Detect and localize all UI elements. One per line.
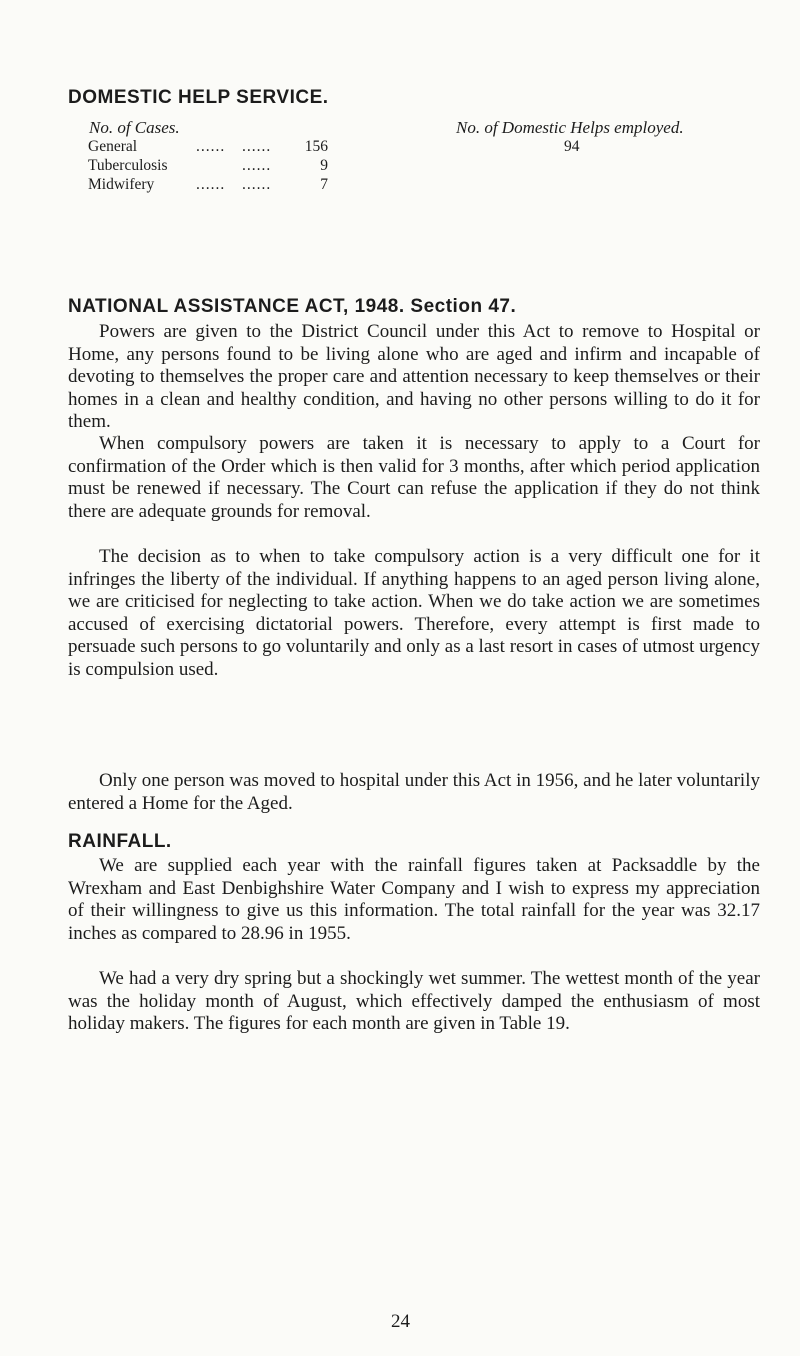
helps-employed-value: 94 — [564, 138, 580, 155]
cases-row-general — [88, 138, 468, 158]
case-value: 156 — [304, 138, 328, 155]
paragraph: We had a very dry spring but a shockingly wet summer. The wettest month of the year was the holiday month of August, which effectively damped the enthusiasm of most holiday makers. The figures for each month are given in Table 19. — [68, 968, 760, 1035]
paragraph: Only one person was moved to hospital under this Act in 1956, and he later voluntarily entered a Home for the Aged. — [68, 770, 760, 814]
page-number: 24 — [391, 1311, 410, 1332]
paragraph: The decision as to when to take compulsory action is a very difficult one for it infringes the liberty of the individual. If anything happens to an aged person living alone, we are criticised for neglecting to take action. When we do take action we are sometimes accused of exercising dictatorial powers. Therefore, every attempt is first made to persuade such persons to go voluntarily and only as a last resort in cases of utmost urgency is compulsion used. — [68, 546, 760, 680]
domestic-help-heading: DOMESTIC HELP SERVICE. — [68, 87, 329, 108]
paragraph: When compulsory powers are taken it is necessary to apply to a Court for confirmation of the Order which is then valid for 3 months, after which period application must be renewed if necessary. The Court can refuse the application if they do not think there are adequate grounds for removal. — [68, 433, 760, 522]
case-label: Tuberculosis — [88, 157, 168, 174]
national-assistance-heading: NATIONAL ASSISTANCE ACT, 1948. Section 47. — [68, 296, 517, 317]
case-label: General — [88, 138, 138, 155]
cases-row-tuberculosis — [88, 157, 468, 177]
case-value: 9 — [320, 157, 328, 174]
rainfall-heading: RAINFALL. — [68, 831, 172, 852]
case-label: Midwifery — [88, 176, 155, 193]
leader-dots: ...... — [242, 176, 272, 193]
leader-dots: ...... — [242, 157, 272, 174]
paragraph: Powers are given to the District Council under this Act to remove to Hospital or Home, any persons found to be living alone who are aged and infirm and incapable of devoting to themselves the proper care and attention necessary to keep themselves or their homes in a clean and healthy condition, and having no other persons willing to do it for them. — [68, 321, 760, 433]
leader-dots: ...... — [196, 138, 226, 155]
paragraph: We are supplied each year with the rainfall figures taken at Packsaddle by the Wrexham and East Denbighshire Water Company and I wish to express my appreciation of their willingness to give us this information. The total rainfall for the year was 32.17 inches as compared to 28.96 in 1955. — [68, 855, 760, 944]
cases-row-midwifery — [88, 176, 468, 196]
case-value: 7 — [320, 176, 328, 193]
cases-column-header: No. of Cases. — [89, 118, 180, 137]
leader-dots: ...... — [242, 138, 272, 155]
leader-dots: ...... — [196, 176, 226, 193]
helps-column-header: No. of Domestic Helps employed. — [456, 118, 684, 137]
